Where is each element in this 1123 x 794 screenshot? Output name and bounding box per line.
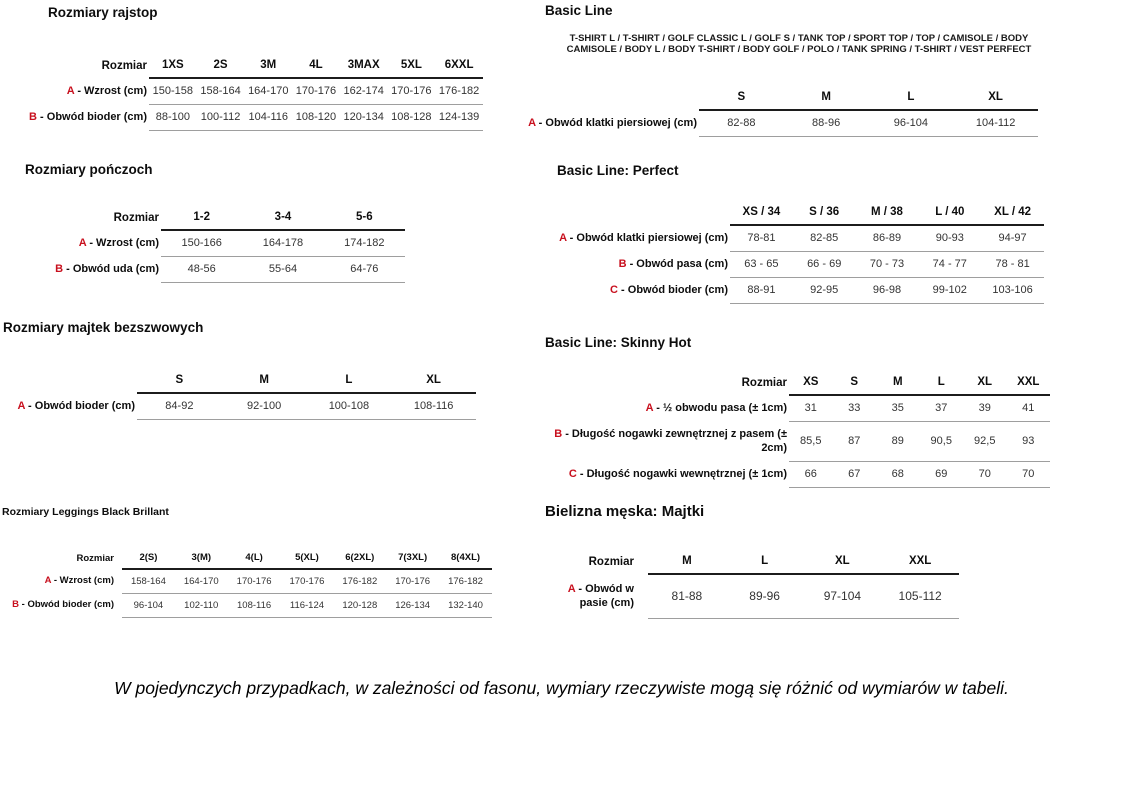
section-basic-line-skinny-hot bbox=[525, 335, 1050, 488]
row-label: A - Wzrost (cm) bbox=[78, 237, 159, 249]
row-label: A - Obwód bioder (cm) bbox=[17, 400, 135, 412]
cell-value: 150-158 bbox=[149, 78, 197, 104]
cell-value: 88-96 bbox=[784, 110, 869, 136]
cell-value: 70 bbox=[963, 461, 1007, 487]
cell-value: 124-139 bbox=[435, 104, 483, 130]
column-header: S bbox=[137, 368, 222, 393]
section-bielizna-meska bbox=[545, 503, 959, 619]
row-letter: A bbox=[559, 232, 567, 244]
row-letter: A bbox=[567, 583, 576, 595]
row-label: A - ½ obwodu pasa (± 1cm) bbox=[645, 402, 787, 414]
cell-value: 87 bbox=[833, 421, 877, 461]
table-title-rajstop: Rozmiary rajstop bbox=[48, 5, 158, 20]
table-title-bielizna-meska: Bielizna męska: Majtki bbox=[545, 503, 705, 520]
row-letter: B bbox=[55, 263, 64, 275]
cell-value: 170-176 bbox=[388, 78, 436, 104]
table-rajstop bbox=[13, 53, 483, 131]
cell-value: 78 - 81 bbox=[981, 251, 1044, 277]
size-table bbox=[13, 53, 483, 131]
table-bielizna-meska bbox=[545, 549, 959, 619]
cell-value: 120-134 bbox=[340, 104, 388, 130]
row-label: B - Obwód uda (cm) bbox=[55, 263, 159, 275]
cell-value: 170-176 bbox=[386, 569, 439, 593]
column-header: 1-2 bbox=[161, 205, 242, 230]
column-header: M bbox=[784, 85, 869, 110]
table-title-basic-line-perfect: Basic Line: Perfect bbox=[557, 163, 679, 178]
cell-value: 89 bbox=[876, 421, 920, 461]
column-header: L bbox=[869, 85, 954, 110]
column-header: XS bbox=[789, 370, 833, 395]
table-title-majtki-bezszwowe: Rozmiary majtek bezszwowych bbox=[3, 320, 204, 335]
section-basic-line bbox=[500, 3, 1038, 137]
cell-value: 120-128 bbox=[333, 593, 386, 617]
cell-value: 92-95 bbox=[793, 277, 856, 303]
size-table bbox=[525, 370, 1050, 488]
row-label: A - Obwód klatki piersiowej (cm) bbox=[528, 117, 697, 129]
cell-value: 96-104 bbox=[869, 110, 954, 136]
column-header: 5(XL) bbox=[281, 547, 334, 569]
cell-value: 176-182 bbox=[435, 78, 483, 104]
column-header: L bbox=[920, 370, 964, 395]
column-header: XL bbox=[953, 85, 1038, 110]
footnote-disclaimer: W pojedynczych przypadkach, w zależności od fasonu, wymiary rzeczywiste mogą się różnić od wymiarów w tabeli. bbox=[114, 678, 1009, 698]
cell-value: 31 bbox=[789, 395, 833, 421]
row-letter: B bbox=[554, 428, 563, 440]
cell-value: 68 bbox=[876, 461, 920, 487]
cell-value: 150-166 bbox=[161, 230, 242, 256]
corner-label: Rozmiar bbox=[588, 555, 634, 568]
cell-value: 41 bbox=[1007, 395, 1051, 421]
row-letter: A bbox=[44, 575, 52, 586]
row-letter: C bbox=[568, 468, 577, 480]
column-header: 4L bbox=[292, 53, 340, 78]
column-header: 7(3XL) bbox=[386, 547, 439, 569]
cell-value: 104-116 bbox=[244, 104, 292, 130]
cell-value: 108-116 bbox=[391, 393, 476, 419]
cell-value: 103-106 bbox=[981, 277, 1044, 303]
cell-value: 96-98 bbox=[856, 277, 919, 303]
cell-value: 37 bbox=[920, 395, 964, 421]
table-basic-line bbox=[500, 85, 1038, 137]
column-header: XS / 34 bbox=[730, 200, 793, 225]
cell-value: 96-104 bbox=[122, 593, 175, 617]
cell-value: 82-88 bbox=[699, 110, 784, 136]
table-title-basic-line: Basic Line bbox=[545, 3, 613, 18]
cell-value: 170-176 bbox=[292, 78, 340, 104]
corner-label: Rozmiar bbox=[113, 211, 159, 224]
row-label: B - Długość nogawki zewnętrznej z pasem (± 2cm) bbox=[554, 428, 787, 454]
column-header: 6XXL bbox=[435, 53, 483, 78]
table-basic-line-perfect bbox=[531, 200, 1044, 304]
section-majtki-bezszwowe bbox=[3, 320, 476, 420]
column-header: 6(2XL) bbox=[333, 547, 386, 569]
cell-value: 92,5 bbox=[963, 421, 1007, 461]
cell-value: 81-88 bbox=[648, 574, 726, 618]
column-header: S / 36 bbox=[793, 200, 856, 225]
column-header: M bbox=[876, 370, 920, 395]
row-label: C - Obwód bioder (cm) bbox=[610, 284, 728, 296]
cell-value: 64-76 bbox=[324, 256, 405, 282]
cell-value: 67 bbox=[833, 461, 877, 487]
cell-value: 70 bbox=[1007, 461, 1051, 487]
column-header: 3M bbox=[244, 53, 292, 78]
cell-value: 158-164 bbox=[122, 569, 175, 593]
cell-value: 162-174 bbox=[340, 78, 388, 104]
column-header: XXL bbox=[1007, 370, 1051, 395]
cell-value: 132-140 bbox=[439, 593, 492, 617]
basic-line-product-list: T-SHIRT L / T-SHIRT / GOLF CLASSIC L / GOLF S / TANK TOP / SPORT TOP / TOP / CAMISOLE / BODY CAMISOLE / BODY L / BODY T-SHIRT / BODY GOLF / POLO / TANK SPRING / T-SHIRT / VEST PERFECT bbox=[566, 33, 1032, 55]
cell-value: 174-182 bbox=[324, 230, 405, 256]
column-header: 2(S) bbox=[122, 547, 175, 569]
row-letter: A bbox=[528, 117, 536, 129]
cell-value: 70 - 73 bbox=[856, 251, 919, 277]
corner-label: Rozmiar bbox=[76, 552, 114, 564]
cell-value: 164-170 bbox=[175, 569, 228, 593]
row-label: B - Obwód bioder (cm) bbox=[29, 111, 147, 123]
cell-value: 94-97 bbox=[981, 225, 1044, 251]
row-letter: B bbox=[12, 599, 19, 610]
table-title-basic-line-skinny-hot: Basic Line: Skinny Hot bbox=[545, 335, 692, 350]
cell-value: 90-93 bbox=[918, 225, 981, 251]
size-table bbox=[3, 368, 476, 420]
row-letter: A bbox=[17, 400, 25, 412]
column-header: M bbox=[222, 368, 307, 393]
cell-value: 93 bbox=[1007, 421, 1051, 461]
cell-value: 86-89 bbox=[856, 225, 919, 251]
column-header: 3MAX bbox=[340, 53, 388, 78]
corner-label: Rozmiar bbox=[741, 376, 787, 389]
corner-label: Rozmiar bbox=[101, 59, 147, 72]
row-letter: B bbox=[29, 111, 37, 123]
row-letter: A bbox=[78, 237, 87, 249]
table-basic-line-skinny-hot bbox=[525, 370, 1050, 488]
column-header: 1XS bbox=[149, 53, 197, 78]
row-label: B - Obwód pasa (cm) bbox=[618, 258, 728, 270]
size-table bbox=[25, 205, 405, 283]
column-header: 5-6 bbox=[324, 205, 405, 230]
cell-value: 100-112 bbox=[197, 104, 245, 130]
corner-label bbox=[500, 85, 699, 110]
column-header: 3-4 bbox=[242, 205, 323, 230]
column-header: XL bbox=[963, 370, 1007, 395]
row-label: A - Obwód w pasie (cm) bbox=[567, 583, 634, 609]
cell-value: 66 bbox=[789, 461, 833, 487]
column-header: L bbox=[307, 368, 392, 393]
row-label: A - Obwód klatki piersiowej (cm) bbox=[559, 232, 728, 244]
size-table bbox=[500, 85, 1038, 137]
column-header: XL / 42 bbox=[981, 200, 1044, 225]
cell-value: 102-110 bbox=[175, 593, 228, 617]
cell-value: 176-182 bbox=[333, 569, 386, 593]
table-title-leggings: Rozmiary Leggings Black Brillant bbox=[2, 506, 169, 518]
row-label: A - Wzrost (cm) bbox=[44, 575, 114, 586]
table-leggings bbox=[2, 547, 492, 618]
cell-value: 176-182 bbox=[439, 569, 492, 593]
cell-value: 158-164 bbox=[197, 78, 245, 104]
cell-value: 82-85 bbox=[793, 225, 856, 251]
column-header: 2S bbox=[197, 53, 245, 78]
cell-value: 99-102 bbox=[918, 277, 981, 303]
table-title-ponczochy: Rozmiary pończoch bbox=[25, 162, 153, 177]
cell-value: 35 bbox=[876, 395, 920, 421]
column-header: L bbox=[726, 549, 804, 574]
row-letter: A bbox=[66, 85, 75, 97]
section-ponczochy bbox=[25, 162, 405, 283]
row-letter: A bbox=[645, 402, 654, 414]
row-letter: B bbox=[618, 258, 627, 270]
cell-value: 85,5 bbox=[789, 421, 833, 461]
corner-label bbox=[3, 368, 137, 393]
cell-value: 66 - 69 bbox=[793, 251, 856, 277]
section-rajstop bbox=[13, 5, 483, 131]
cell-value: 84-92 bbox=[137, 393, 222, 419]
cell-value: 48-56 bbox=[161, 256, 242, 282]
size-table bbox=[2, 547, 492, 618]
row-label: A - Wzrost (cm) bbox=[66, 85, 147, 97]
cell-value: 100-108 bbox=[307, 393, 392, 419]
cell-value: 104-112 bbox=[953, 110, 1038, 136]
cell-value: 69 bbox=[920, 461, 964, 487]
cell-value: 116-124 bbox=[281, 593, 334, 617]
cell-value: 90,5 bbox=[920, 421, 964, 461]
column-header: 8(4XL) bbox=[439, 547, 492, 569]
section-leggings bbox=[2, 506, 492, 618]
cell-value: 33 bbox=[833, 395, 877, 421]
size-table bbox=[531, 200, 1044, 304]
cell-value: 170-176 bbox=[281, 569, 334, 593]
column-header: L / 40 bbox=[918, 200, 981, 225]
cell-value: 170-176 bbox=[228, 569, 281, 593]
cell-value: 105-112 bbox=[881, 574, 959, 618]
cell-value: 78-81 bbox=[730, 225, 793, 251]
column-header: 3(M) bbox=[175, 547, 228, 569]
table-ponczochy bbox=[25, 205, 405, 283]
column-header: M / 38 bbox=[856, 200, 919, 225]
cell-value: 126-134 bbox=[386, 593, 439, 617]
cell-value: 108-120 bbox=[292, 104, 340, 130]
cell-value: 164-178 bbox=[242, 230, 323, 256]
cell-value: 97-104 bbox=[804, 574, 882, 618]
cell-value: 63 - 65 bbox=[730, 251, 793, 277]
cell-value: 92-100 bbox=[222, 393, 307, 419]
cell-value: 88-91 bbox=[730, 277, 793, 303]
column-header: M bbox=[648, 549, 726, 574]
cell-value: 89-96 bbox=[726, 574, 804, 618]
cell-value: 55-64 bbox=[242, 256, 323, 282]
corner-label bbox=[531, 200, 730, 225]
cell-value: 88-100 bbox=[149, 104, 197, 130]
column-header: XXL bbox=[881, 549, 959, 574]
column-header: XL bbox=[804, 549, 882, 574]
row-label: B - Obwód bioder (cm) bbox=[12, 599, 114, 610]
column-header: XL bbox=[391, 368, 476, 393]
row-letter: C bbox=[610, 284, 618, 296]
cell-value: 108-116 bbox=[228, 593, 281, 617]
cell-value: 39 bbox=[963, 395, 1007, 421]
size-table bbox=[545, 549, 959, 619]
cell-value: 164-170 bbox=[244, 78, 292, 104]
cell-value: 108-128 bbox=[388, 104, 436, 130]
table-majtki-bezszwowe bbox=[3, 368, 476, 420]
column-header: 4(L) bbox=[228, 547, 281, 569]
column-header: S bbox=[833, 370, 877, 395]
section-basic-line-perfect bbox=[531, 163, 1044, 304]
cell-value: 74 - 77 bbox=[918, 251, 981, 277]
column-header: S bbox=[699, 85, 784, 110]
column-header: 5XL bbox=[388, 53, 436, 78]
row-label: C - Długość nogawki wewnętrznej (± 1cm) bbox=[568, 468, 787, 480]
